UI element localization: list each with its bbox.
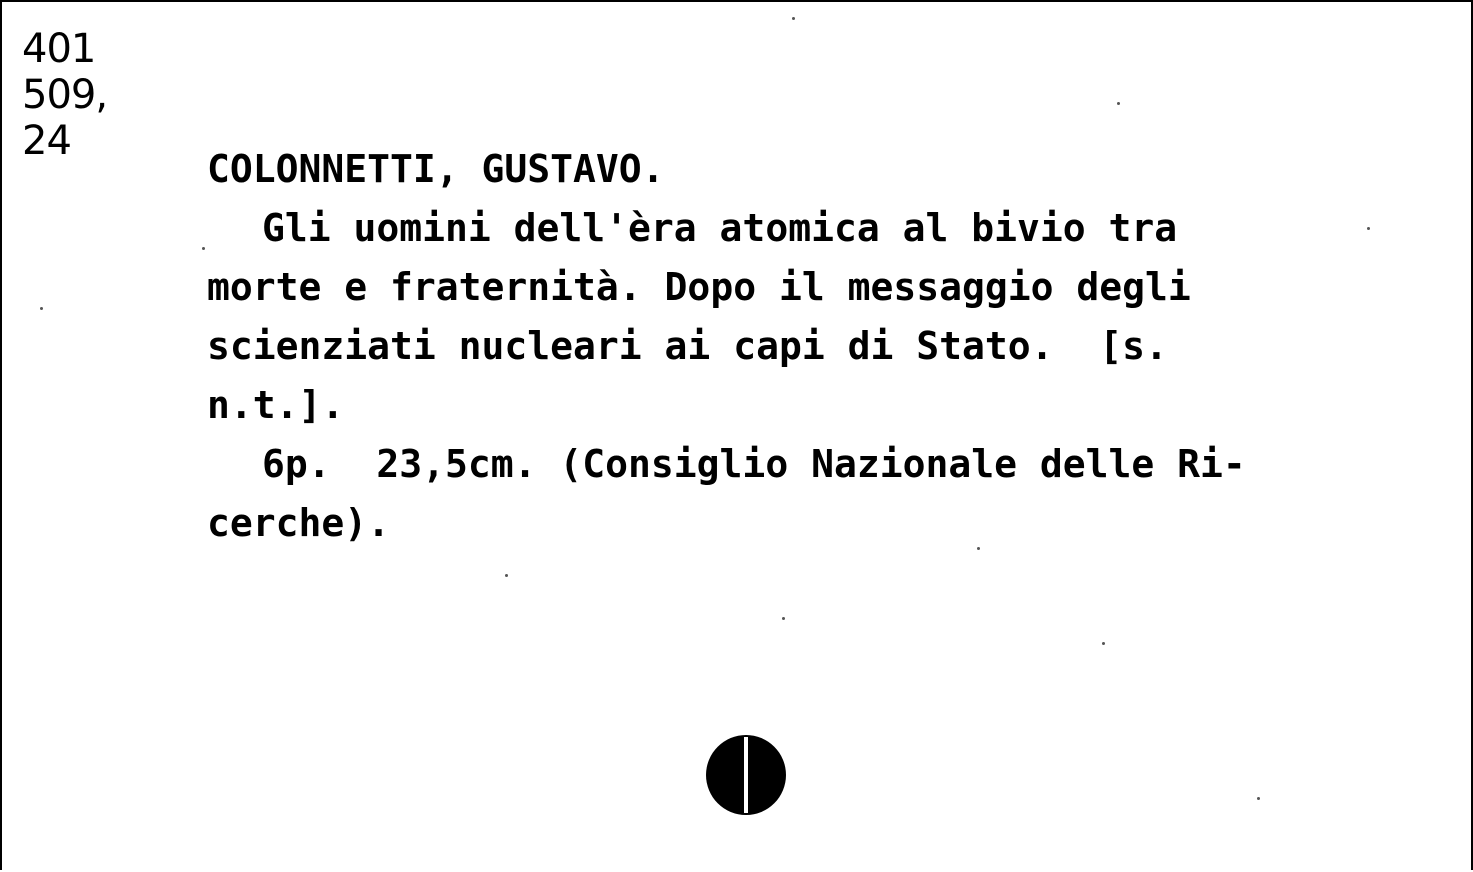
dust-speck xyxy=(202,247,205,250)
title-line: Gli uomini dell'èra atomica al bivio tra xyxy=(262,206,1178,250)
call-number-line: 509, xyxy=(22,72,108,118)
dust-speck xyxy=(1257,797,1260,800)
call-number-line: 401 xyxy=(22,26,96,72)
dust-speck xyxy=(792,17,795,20)
dust-speck xyxy=(1102,642,1105,645)
title-line: n.t.]. xyxy=(207,383,345,427)
dust-speck xyxy=(1117,102,1120,105)
author-heading: COLONNETTI, GUSTAVO. xyxy=(207,147,665,191)
dust-speck xyxy=(40,307,43,310)
dust-speck xyxy=(505,574,508,577)
title-line: morte e fraternità. Dopo il messaggio degli xyxy=(207,265,1191,309)
punch-hole-icon xyxy=(706,735,786,815)
description-line: cerche). xyxy=(207,501,391,545)
dust-speck xyxy=(1367,227,1370,230)
dust-speck xyxy=(977,547,980,550)
call-number xyxy=(22,26,107,164)
description-line: 6p. 23,5cm. (Consiglio Nazionale delle Ri- xyxy=(262,442,1246,486)
title-line: scienziati nucleari ai capi di Stato. [s. xyxy=(207,324,1168,368)
call-number-line: 24 xyxy=(22,118,71,164)
catalog-entry xyxy=(207,140,1437,553)
dust-speck xyxy=(782,617,785,620)
